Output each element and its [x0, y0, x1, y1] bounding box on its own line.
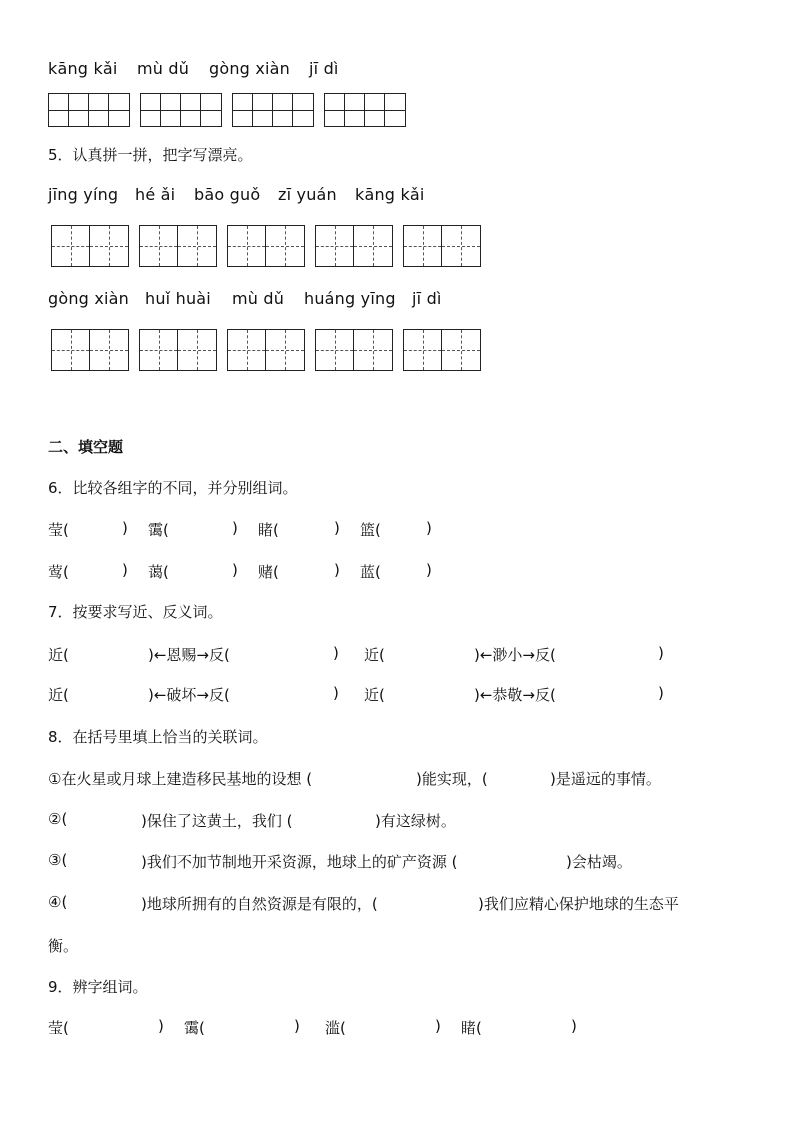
q7-row1-ensi: )←恩赐→反( [148, 646, 230, 664]
writing-box[interactable] [324, 93, 406, 127]
pinyin-bao-guo: bāo guǒ [194, 185, 261, 204]
q7-row1-ensi-close: ) [333, 644, 339, 662]
q6-row1-lan-open: 篮( [360, 521, 381, 539]
q9-lan-open: 滥( [325, 1019, 346, 1037]
q6-row2-lan-close: ) [426, 561, 432, 579]
pinyin-he-ai: hé ǎi [135, 185, 176, 204]
q7-row2-gongjing-close: ) [658, 684, 664, 702]
pinyin-huang-ying: huáng yīng [304, 289, 396, 308]
pinyin-kang-kai: kāng kǎi [355, 185, 425, 204]
q8-sentence-4-wrap: 衡。 [48, 937, 79, 955]
q6-row1-du-close: ) [334, 519, 340, 537]
q8-sentence-3-a: ③( [48, 851, 68, 869]
tianzige-box[interactable] [315, 329, 393, 371]
tianzige-box[interactable] [403, 225, 481, 267]
q8-sentence-4-c: )我们应精心保护地球的生态平 [478, 895, 679, 913]
q6-row1-ai-open: 霭( [148, 521, 169, 539]
q8-sentence-1-a: ①在火星或月球上建造移民基地的设想 ( [48, 770, 313, 788]
pinyin-zi-yuan: zī yuán [278, 185, 337, 204]
pinyin-gong-xian-top: gòng xiàn [209, 59, 290, 78]
q8-sentence-2-c: )有这绿树。 [375, 812, 456, 830]
q9-ai-open: 霭( [184, 1019, 205, 1037]
q8-sentence-2-b: )保住了这黄土，我们 ( [141, 812, 293, 830]
tianzige-box[interactable] [139, 225, 217, 267]
q7-row1-near2-open: 近( [364, 646, 385, 664]
tianzige-row-2 [51, 329, 491, 371]
q6-row1-ai-close: ) [232, 519, 238, 537]
q6-row1-ying-close: ) [122, 519, 128, 537]
q7-row2-pohuai-close: ) [333, 684, 339, 702]
question-5-title: 5．认真拼一拼，把字写漂亮。 [48, 146, 253, 164]
pinyin-ji-di-top: jī dì [309, 59, 339, 78]
q6-row2-ying-close: ) [122, 561, 128, 579]
q7-row1-miaoxiao-close: ) [658, 644, 664, 662]
q6-row1-ying-open: 莹( [48, 521, 69, 539]
tianzige-box[interactable] [139, 329, 217, 371]
section-2-title: 二、填空题 [48, 438, 124, 456]
writing-box[interactable] [140, 93, 222, 127]
q6-row2-ai-close: ) [232, 561, 238, 579]
tianzige-box[interactable] [51, 225, 129, 267]
q6-row2-ai-open: 蔼( [148, 563, 169, 581]
q6-row2-ying-open: 莺( [48, 563, 69, 581]
q8-sentence-2-a: ②( [48, 810, 68, 828]
q6-row1-du-open: 睹( [258, 521, 279, 539]
pinyin-ji-di: jī dì [412, 289, 442, 308]
q7-row2-near2-open: 近( [364, 686, 385, 704]
tianzige-box[interactable] [227, 225, 305, 267]
q8-sentence-4-b: )地球所拥有的自然资源是有限的，( [141, 895, 378, 913]
tianzige-box[interactable] [315, 225, 393, 267]
q8-sentence-1-b: )能实现，( [416, 770, 488, 788]
q9-ai-close: ) [294, 1017, 300, 1035]
q8-sentence-3-c: )会枯竭。 [566, 853, 632, 871]
q7-row1-miaoxiao: )←渺小→反( [474, 646, 556, 664]
pinyin-hui-huai: huǐ huài [145, 289, 211, 308]
q9-ying-open: 莹( [48, 1019, 69, 1037]
q8-sentence-1-c: )是遥远的事情。 [550, 770, 661, 788]
question-7-title: 7．按要求写近、反义词。 [48, 603, 223, 621]
pinyin-mu-du-top: mù dǔ [137, 59, 190, 78]
pinyin-jing-ying: jīng yíng [48, 185, 119, 204]
writing-box[interactable] [232, 93, 314, 127]
pinyin-gong-xian: gòng xiàn [48, 289, 129, 308]
tianzige-box[interactable] [403, 329, 481, 371]
question-6-title: 6．比较各组字的不同，并分别组词。 [48, 479, 298, 497]
q7-row1-near-open: 近( [48, 646, 69, 664]
q6-row2-lan-open: 蓝( [360, 563, 381, 581]
q7-row2-pohuai: )←破坏→反( [148, 686, 230, 704]
q6-row2-du-close: ) [334, 561, 340, 579]
question-9-title: 9．辨字组词。 [48, 978, 148, 996]
q8-sentence-3-b: )我们不加节制地开采资源，地球上的矿产资源 ( [141, 853, 458, 871]
q9-du-close: ) [571, 1017, 577, 1035]
writing-grid-row-top [48, 93, 416, 127]
q6-row1-lan-close: ) [426, 519, 432, 537]
q9-lan-close: ) [435, 1017, 441, 1035]
q8-sentence-4-a: ④( [48, 893, 68, 911]
q9-ying-close: ) [158, 1017, 164, 1035]
pinyin-kang-kai-top: kāng kǎi [48, 59, 118, 78]
tianzige-box[interactable] [51, 329, 129, 371]
q7-row2-gongjing: )←恭敬→反( [474, 686, 556, 704]
tianzige-box[interactable] [227, 329, 305, 371]
tianzige-row-1 [51, 225, 491, 267]
q6-row2-du-open: 赌( [258, 563, 279, 581]
pinyin-mu-du: mù dǔ [232, 289, 285, 308]
writing-box[interactable] [48, 93, 130, 127]
q7-row2-near-open: 近( [48, 686, 69, 704]
question-8-title: 8．在括号里填上恰当的关联词。 [48, 728, 268, 746]
q9-du-open: 睹( [461, 1019, 482, 1037]
